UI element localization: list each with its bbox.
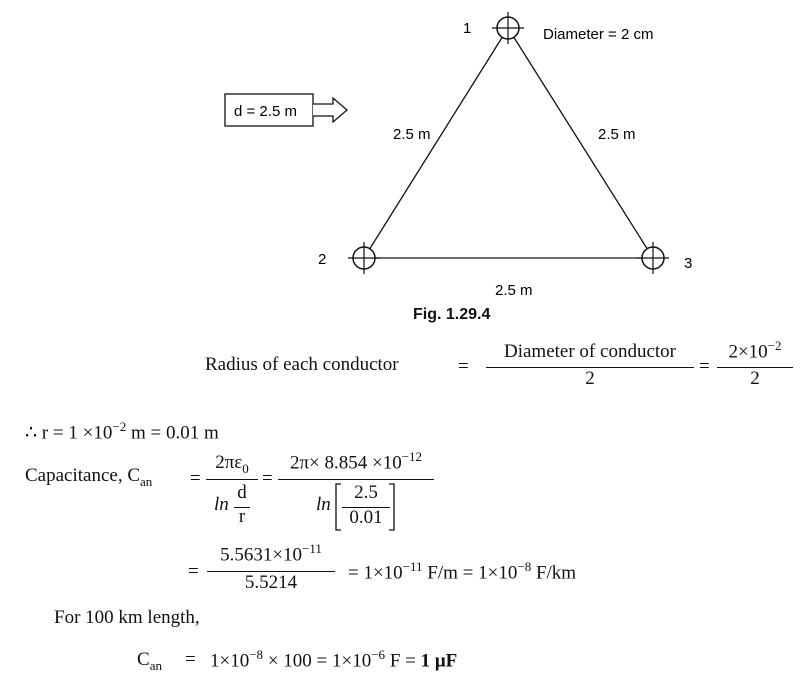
three-phase-conductor-figure [0,0,804,320]
result-num-exp: −11 [302,541,322,556]
cap-frac2-numerator [278,449,434,474]
radius-equals: = [458,356,469,377]
result-rhs-exp2: −8 [517,559,532,574]
cap-frac2-inner-num: 2.5 [354,482,378,503]
node-2-label: 2 [318,251,327,268]
result-frac-numerator [207,541,335,566]
d-value-label: d = 2.5 m [234,103,297,120]
final-answer: 1 μF [420,650,458,672]
cap-frac2-inner-den: 0.01 [349,507,383,528]
capacitance-equals: = [190,468,201,489]
final-rhs-c: F = [385,650,421,672]
radius-frac2-exp: −2 [767,338,782,353]
triangle-left-side [364,28,508,258]
result-rhs-b: F/m = 1×10 [422,562,518,584]
radius-result-exp: −2 [112,419,127,434]
final-rhs [210,647,457,672]
side-left-label: 2.5 m [393,126,431,143]
final-rhs-b: × 100 = 1×10 [263,650,372,672]
capacitance-equals-2: = [262,468,273,489]
capacitance-label-text: Capacitance, C [25,465,141,486]
result-frac-denominator: 5.5214 [244,572,298,593]
final-equals: = [185,649,196,670]
final-lhs [137,649,162,674]
result-num-base: 5.5631×10 [220,544,303,566]
result-rhs-c: F/km [531,562,577,584]
diameter-label: Diameter = 2 cm [543,26,654,43]
radius-result-b: m = 0.01 m [126,422,219,444]
radius-frac2-numerator [717,338,793,363]
cap-frac1-ln: ln [214,494,229,515]
node-1-label: 1 [463,20,472,37]
radius-result-line [25,419,219,444]
therefore-symbol: ∴ [25,422,38,444]
radius-frac2-base: 2×10 [728,341,768,363]
conductor-3-icon [637,242,669,274]
cap-frac1-num-text: 2πε [215,452,243,473]
cap-frac2-ln: ln [316,494,331,515]
final-rhs-exp2: −6 [371,647,386,662]
arrow-right-icon [313,98,347,122]
final-rhs-a: 1×10 [210,650,250,672]
result-rhs [348,559,576,584]
capacitance-label [25,465,152,490]
triangle-right-side [508,28,653,258]
length-statement: For 100 km length, [54,607,200,628]
side-right-label: 2.5 m [598,126,636,143]
cap-frac1-num-sub: 0 [242,460,249,476]
cap-frac1-inner-num: d [237,482,247,503]
side-bottom-label: 2.5 m [495,282,533,299]
radius-equals-2: = [699,356,710,377]
result-rhs-exp1: −11 [402,559,423,574]
radius-frac2-denominator: 2 [750,368,760,389]
radius-frac1-denominator: 2 [585,368,595,389]
final-lhs-sub: an [149,657,162,673]
figure-caption: Fig. 1.29.4 [413,306,491,323]
result-rhs-a: = 1×10 [348,562,403,584]
cap-frac1-inner-den: r [238,506,246,527]
conductor-1-icon [492,12,524,44]
final-rhs-exp1: −8 [249,647,264,662]
node-3-label: 3 [684,255,693,272]
cap-frac1-numerator [206,452,258,477]
cap-frac1-line [206,479,258,480]
final-lhs-text: C [137,649,150,670]
capacitance-label-sub: an [140,473,153,489]
radius-result-a: r = 1 ×10 [41,422,113,444]
radius-label: Radius of each conductor [205,354,399,375]
radius-frac1-numerator: Diameter of conductor [504,341,676,362]
cap-frac2-line [278,479,434,480]
cap-frac2-num-base: 2π× 8.854 ×10 [289,452,402,474]
cap-frac2-num-exp: −12 [401,449,423,464]
result-equals: = [188,561,199,582]
conductor-2-icon [348,242,380,274]
